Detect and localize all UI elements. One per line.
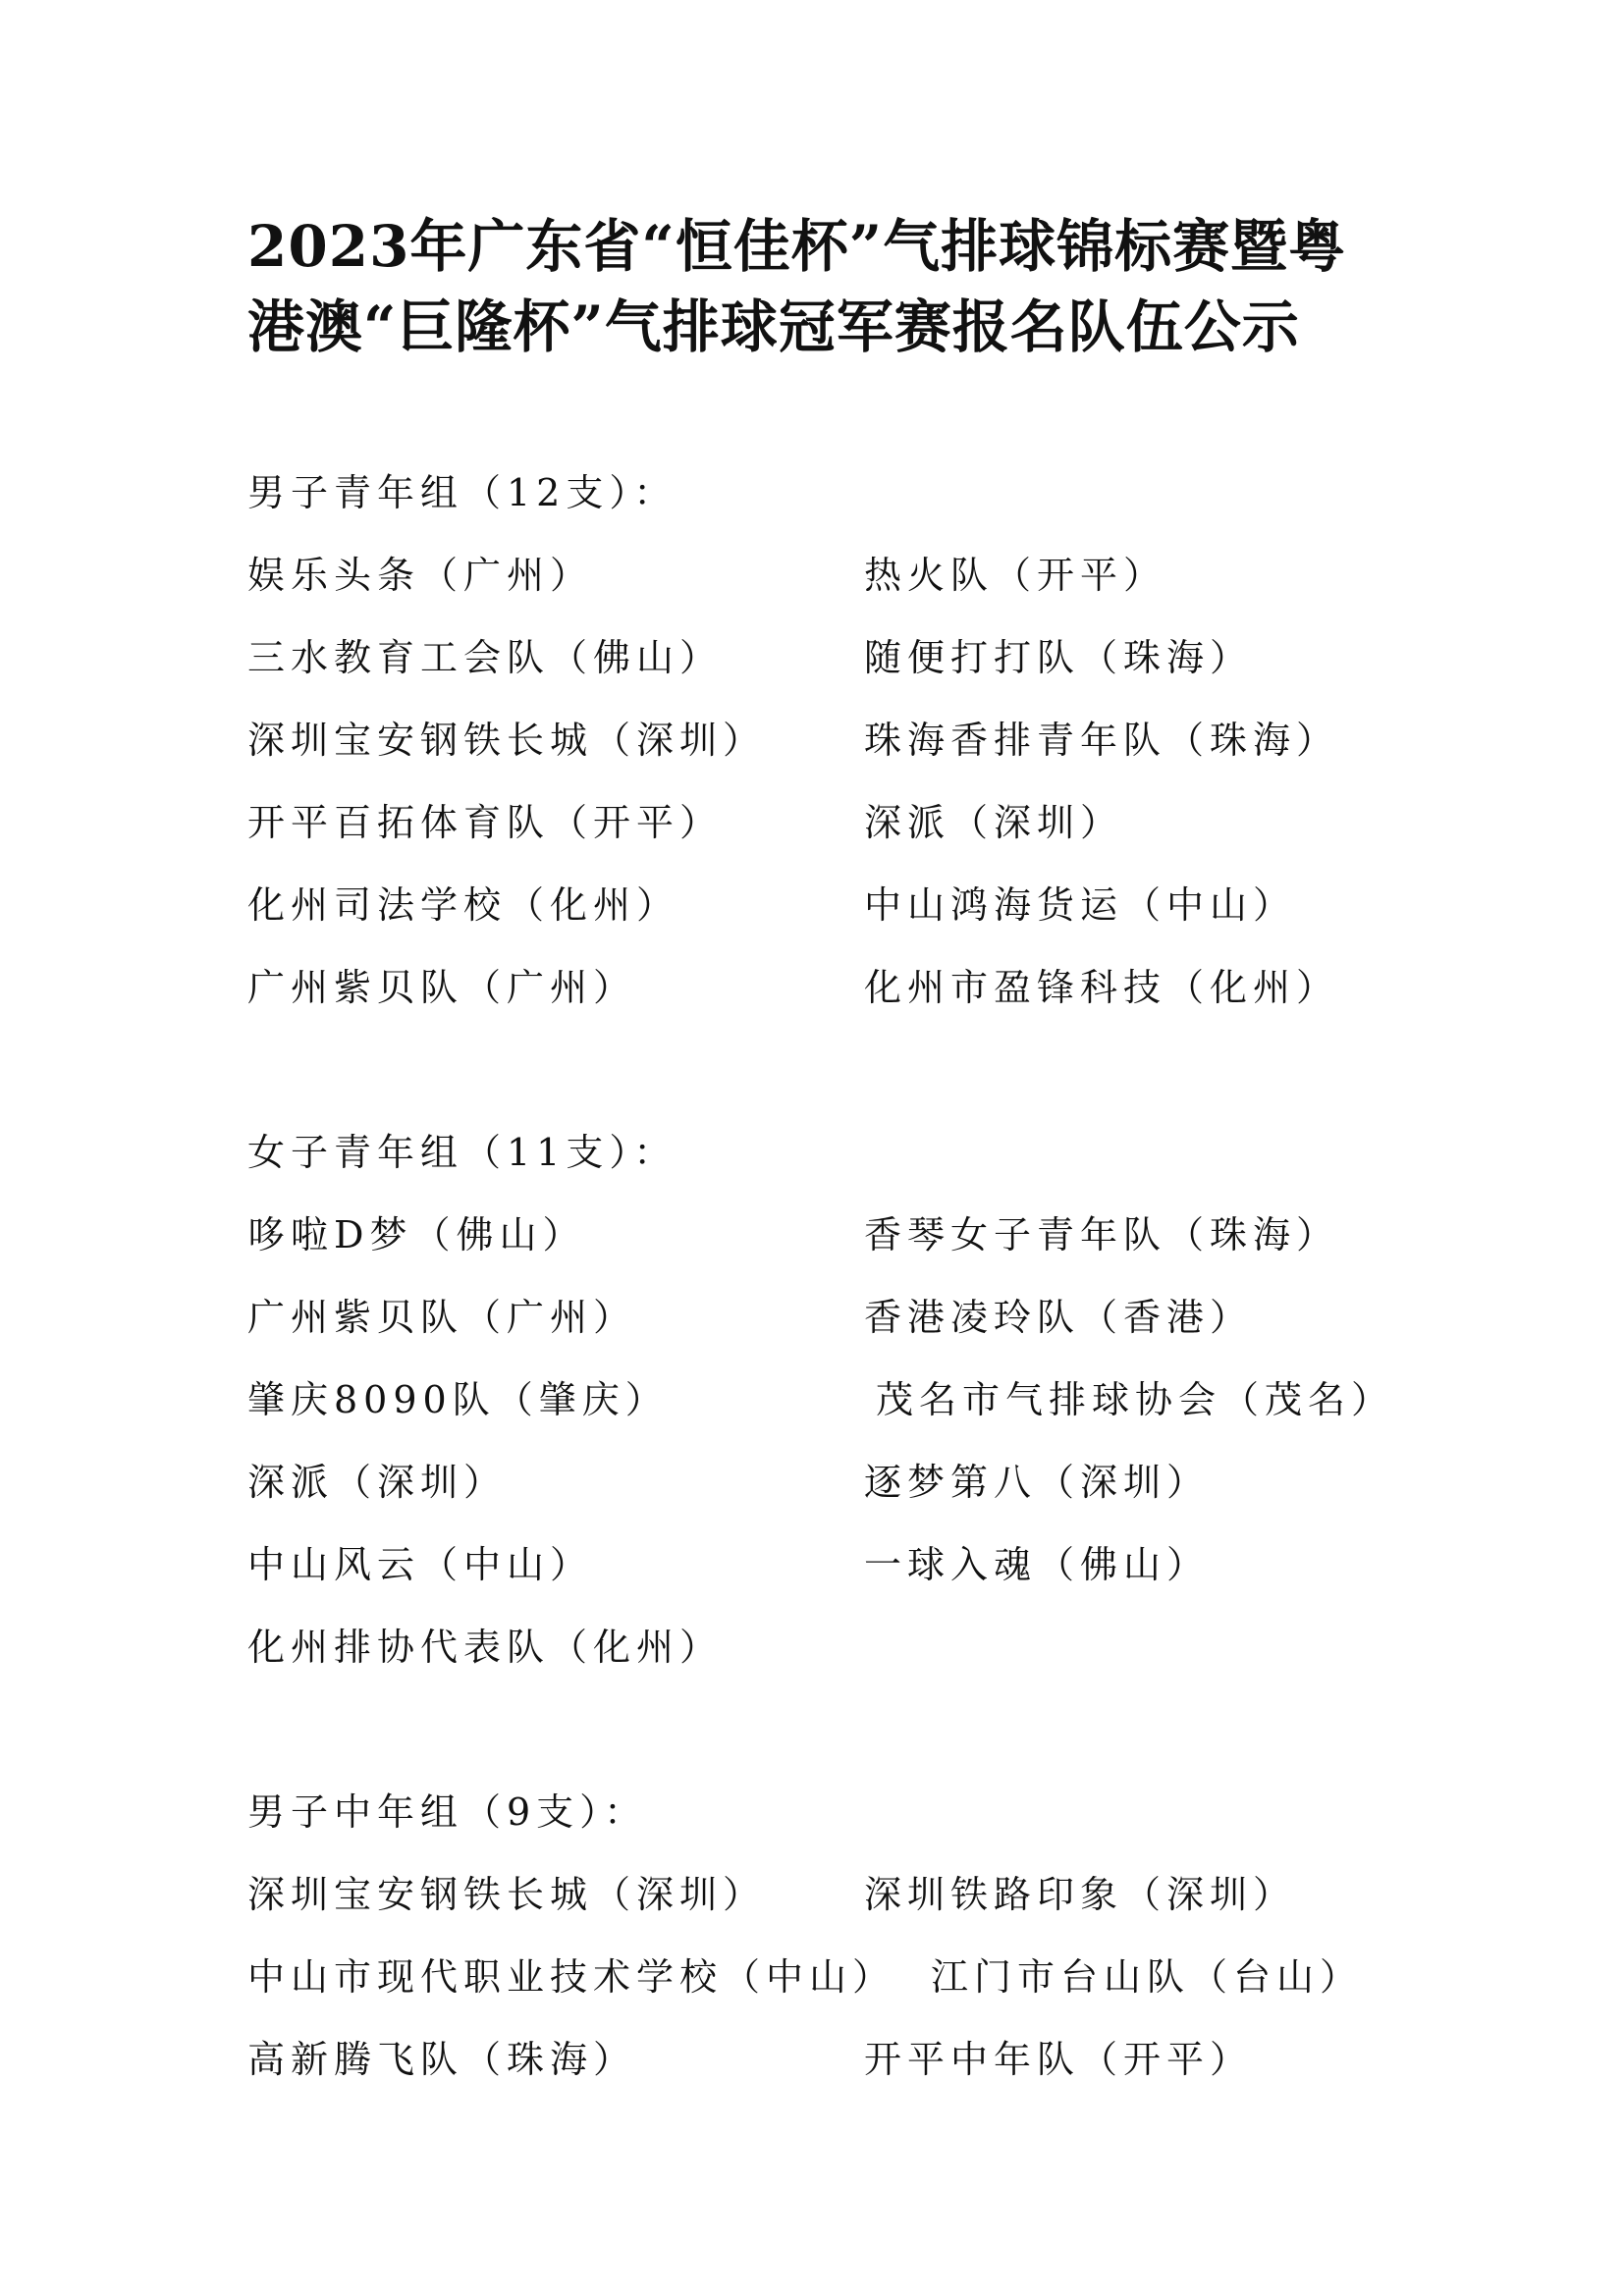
team-name: 三水教育工会队（佛山） <box>247 636 724 679</box>
team-row <box>247 1853 1426 1936</box>
team-row <box>247 616 1426 699</box>
section-heading: 女子青年组（11支）： <box>247 1131 677 1174</box>
team-name: 一球入魂（佛山） <box>864 1543 1211 1586</box>
team-name: 高新腾飞队（珠海） <box>247 2038 637 2081</box>
section-heading: 男子中年组（9支）： <box>247 1790 648 1834</box>
title-line-1: 2023年广东省“恒佳杯”气排球锦标赛暨粤 <box>247 213 1347 280</box>
team-name: 娱乐头条（广州） <box>247 554 594 597</box>
team-name: 中山鸿海货运（中山） <box>864 883 1297 927</box>
team-name: 逐梦第八（深圳） <box>864 1461 1211 1504</box>
title-line-2: 港澳“巨隆杯”气排球冠军赛报名队伍公示 <box>247 294 1300 360</box>
team-name: 热火队（开平） <box>864 554 1167 597</box>
team-row <box>247 781 1426 864</box>
team-list <box>247 1194 1426 1688</box>
team-row <box>247 946 1426 1029</box>
document-title <box>247 206 1406 367</box>
team-row <box>247 534 1426 616</box>
team-name: 化州司法学校（化州） <box>247 883 680 927</box>
team-name: 深圳宝安钢铁长城（深圳） <box>247 719 767 762</box>
team-name: 广州紫贝队（广州） <box>247 966 637 1009</box>
team-row <box>247 1606 1426 1688</box>
team-name: 肇庆8090队（肇庆） <box>247 1378 669 1421</box>
section-heading: 男子青年组（12支）： <box>247 471 677 514</box>
section-womens-youth <box>247 1111 1426 1688</box>
team-name: 茂名市气排球协会（茂名） <box>876 1378 1395 1421</box>
team-row <box>247 699 1426 781</box>
team-name: 开平百拓体育队（开平） <box>247 801 724 844</box>
team-row <box>247 1523 1426 1606</box>
team-name: 化州市盈锋科技（化州） <box>864 966 1340 1009</box>
team-name: 珠海香排青年队（珠海） <box>864 719 1340 762</box>
team-name: 深派（深圳） <box>864 801 1124 844</box>
team-row <box>247 2018 1426 2101</box>
team-row <box>247 1441 1426 1523</box>
team-name: 香琴女子青年队（珠海） <box>864 1213 1340 1256</box>
section-mens-middle-aged <box>247 1771 1426 2101</box>
team-name: 化州排协代表队（化州） <box>247 1626 724 1669</box>
team-list <box>247 534 1426 1029</box>
team-row <box>247 1276 1426 1359</box>
team-name: 随便打打队（珠海） <box>864 636 1254 679</box>
team-name: 广州紫贝队（广州） <box>247 1296 637 1339</box>
team-row <box>247 1936 1426 2018</box>
team-row <box>247 864 1426 946</box>
team-name: 深派（深圳） <box>247 1461 508 1504</box>
team-row <box>247 1359 1426 1441</box>
team-name: 深圳宝安钢铁长城（深圳） <box>247 1873 767 1916</box>
team-name: 深圳铁路印象（深圳） <box>864 1873 1297 1916</box>
team-name: 开平中年队（开平） <box>864 2038 1254 2081</box>
team-name: 江门市台山队（台山） <box>931 1955 1364 1999</box>
team-name: 哆啦D梦（佛山） <box>247 1213 586 1256</box>
section-mens-youth <box>247 452 1426 1029</box>
team-row <box>247 1194 1426 1276</box>
team-name: 中山风云（中山） <box>247 1543 594 1586</box>
team-name: 中山市现代职业技术学校（中山） <box>247 1955 896 1999</box>
team-name: 香港凌玲队（香港） <box>864 1296 1254 1339</box>
team-list <box>247 1853 1426 2101</box>
